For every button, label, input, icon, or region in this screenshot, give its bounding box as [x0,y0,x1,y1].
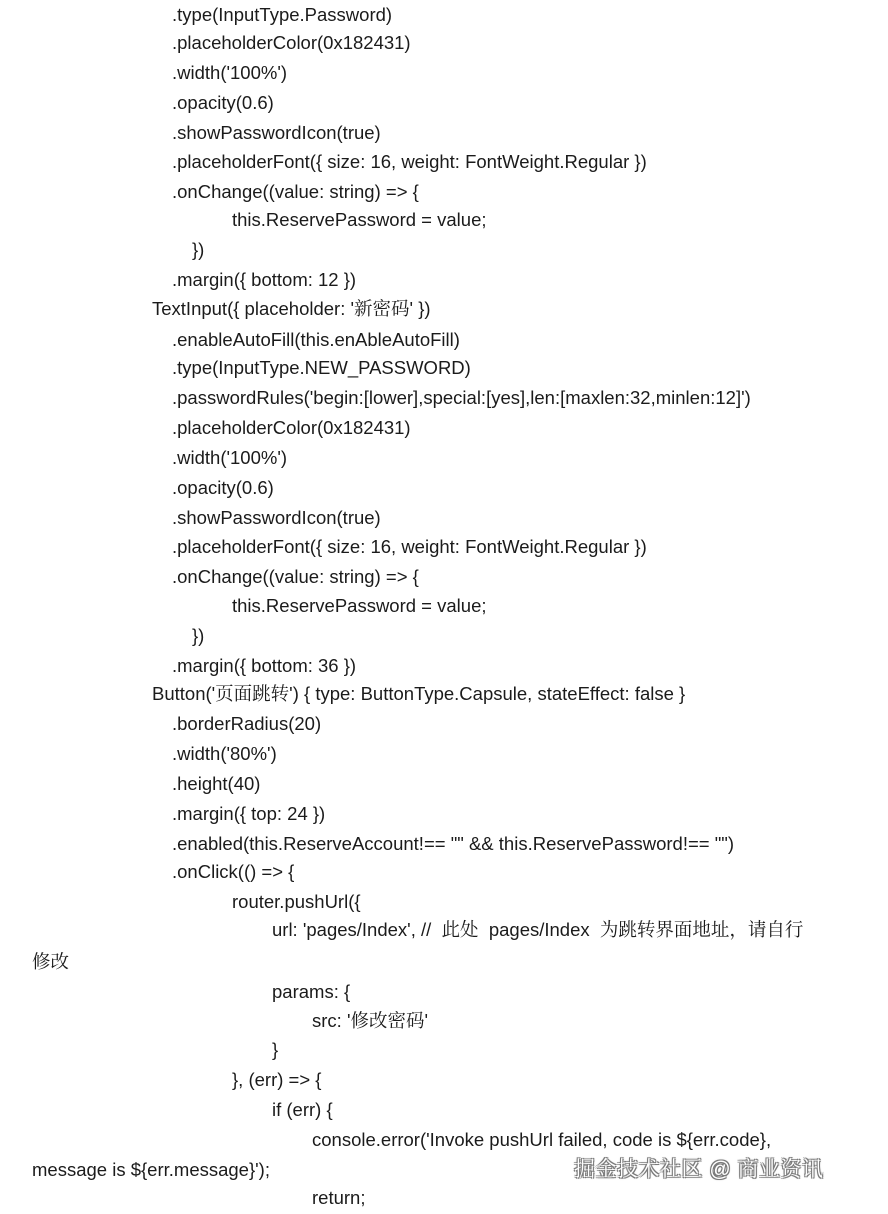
code-line: params: { [272,981,351,1002]
code-line: this.ReservePassword = value; [232,595,487,616]
code-line: .height(40) [172,773,261,794]
code-line: .margin({ bottom: 12 }) [172,269,357,290]
code-line: message is ${err.message}'); [32,1159,270,1180]
code-line: if (err) { [272,1099,333,1120]
code-line: .width('100%') [172,62,288,83]
code-line: .showPasswordIcon(true) [172,122,381,143]
code-line: Button('页面跳转') { type: ButtonType.Capsule, stateEffect: false } [152,683,686,704]
code-line: console.error('Invoke pushUrl failed, code is ${err.code}, [312,1129,772,1150]
code-line: .placeholderColor(0x182431) [172,417,411,438]
code-line: } [272,1039,279,1060]
code-line: 修改 [32,951,70,972]
code-line: }) [192,239,205,260]
code-line: src: '修改密码' [312,1010,429,1031]
code-line: .borderRadius(20) [172,713,322,734]
code-line: }, (err) => { [232,1069,322,1090]
code-line: url: 'pages/Index', // 此处 pages/Index 为跳转界面地址，请自行 [272,919,804,940]
code-line: .enableAutoFill(this.enAbleAutoFill) [172,329,460,350]
code-line: .width('80%') [172,743,277,764]
code-line: .type(InputType.Password) [172,4,393,25]
code-line: .placeholderFont({ size: 16, weight: FontWeight.Regular }) [172,151,647,172]
code-line: this.ReservePassword = value; [232,209,487,230]
code-line: .onChange((value: string) => { [172,181,419,202]
code-line: .placeholderFont({ size: 16, weight: FontWeight.Regular }) [172,536,647,557]
watermark: 掘金技术社区 @ 商业资讯 [574,1158,824,1181]
code-line: .enabled(this.ReserveAccount!== "" && this.ReservePassword!== "") [172,833,735,854]
code-line: return; [312,1187,366,1208]
code-line: .type(InputType.NEW_PASSWORD) [172,357,471,378]
code-line: .opacity(0.6) [172,477,274,498]
code-line: .width('100%') [172,447,288,468]
code-line: .margin({ bottom: 36 }) [172,655,357,676]
code-line: .onClick(() => { [172,861,295,882]
code-line: router.pushUrl({ [232,891,361,912]
code-line: TextInput({ placeholder: '新密码' }) [152,298,431,319]
code-line: .opacity(0.6) [172,92,274,113]
code-line: .onChange((value: string) => { [172,566,419,587]
code-line: }) [192,625,205,646]
code-line: .placeholderColor(0x182431) [172,32,411,53]
code-line: .margin({ top: 24 }) [172,803,326,824]
code-line: .passwordRules('begin:[lower],special:[yes],len:[maxlen:32,minlen:12]') [172,387,751,408]
code-line: .showPasswordIcon(true) [172,507,381,528]
